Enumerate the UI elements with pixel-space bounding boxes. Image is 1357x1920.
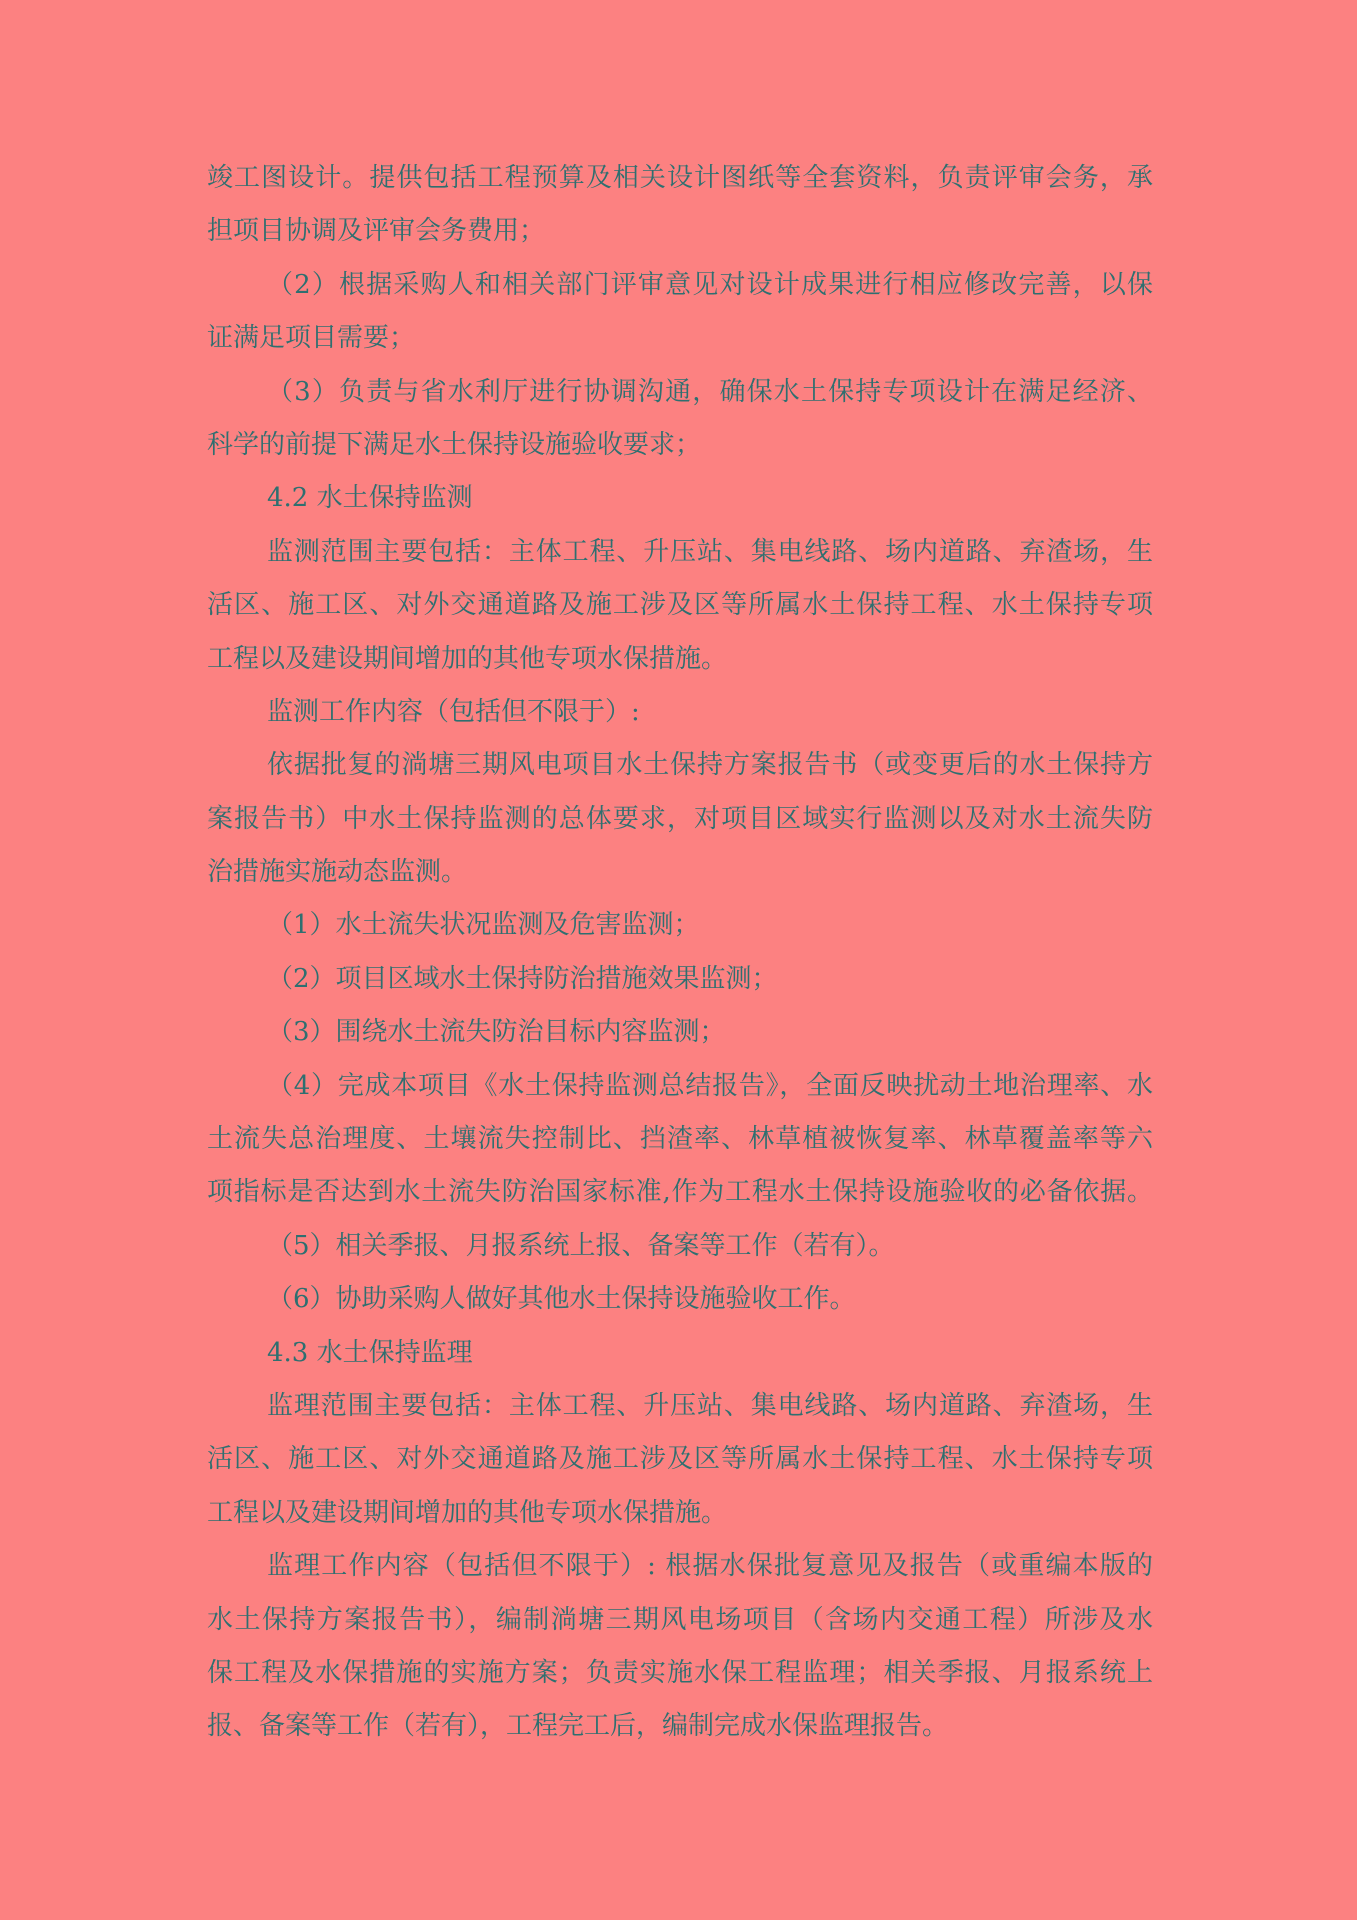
text-line: 活区、施工区、对外交通道路及施工涉及区等所属水土保持工程、水土保持专项 bbox=[207, 590, 1153, 621]
text-line: 报、备案等工作（若有），工程完工后，编制完成水保监理报告。 bbox=[207, 1711, 949, 1742]
text-line: （5）相关季报、月报系统上报、备案等工作（若有）。 bbox=[267, 1230, 895, 1261]
text-line: 证满足项目需要； bbox=[207, 323, 416, 354]
text-line: 监理工作内容（包括但不限于）: 根据水保批复意见及报告（或重编本版的 bbox=[267, 1551, 1153, 1582]
text-line: 竣工图设计。提供包括工程预算及相关设计图纸等全套资料，负责评审会务，承 bbox=[207, 163, 1153, 193]
text-line: 活区、施工区、对外交通道路及施工涉及区等所属水土保持工程、水土保持专项 bbox=[207, 1444, 1153, 1475]
text-line: 4.2 水土保持监测 bbox=[267, 483, 473, 514]
text-line: 土流失总治理度、土壤流失控制比、挡渣率、林草植被恢复率、林草覆盖率等六 bbox=[207, 1124, 1153, 1155]
text-line: 监测工作内容（包括但不限于）: bbox=[267, 696, 640, 727]
text-line: 工程以及建设期间增加的其他专项水保措施。 bbox=[207, 643, 728, 674]
text-line: 保工程及水保措施的实施方案；负责实施水保工程监理；相关季报、月报系统上 bbox=[207, 1657, 1153, 1688]
text-line: 案报告书）中水土保持监测的总体要求，对项目区域实行监测以及对水土流失防 bbox=[207, 803, 1153, 834]
text-line: 4.3 水土保持监理 bbox=[267, 1337, 473, 1368]
text-line: （2）根据采购人和相关部门评审意见对设计成果进行相应修改完善，以保 bbox=[267, 269, 1153, 300]
text-line: 工程以及建设期间增加的其他专项水保措施。 bbox=[207, 1497, 728, 1528]
text-line: 监测范围主要包括：主体工程、升压站、集电线路、场内道路、弃渣场，生 bbox=[267, 536, 1153, 567]
text-line: （3）负责与省水利厅进行协调沟通，确保水土保持专项设计在满足经济、 bbox=[267, 376, 1153, 407]
text-line: 治措施实施动态监测。 bbox=[207, 857, 468, 888]
text-line: 项指标是否达到水土流失防治国家标准,作为工程水土保持设施验收的必备依据。 bbox=[207, 1177, 1153, 1208]
document-text-block bbox=[207, 152, 1153, 1754]
text-line: 担项目协调及评审会务费用； bbox=[207, 216, 546, 247]
text-line: 科学的前提下满足水土保持设施验收要求； bbox=[207, 429, 702, 460]
text-line: （3）围绕水土流失防治目标内容监测； bbox=[267, 1017, 726, 1048]
text-line: 依据批复的淌塘三期风电项目水土保持方案报告书（或变更后的水土保持方 bbox=[267, 750, 1153, 781]
text-line: （2）项目区域水土保持防治措施效果监测； bbox=[267, 963, 778, 994]
text-line: 水土保持方案报告书），编制淌塘三期风电场项目（含场内交通工程）所涉及水 bbox=[207, 1604, 1153, 1635]
text-line: （4）完成本项目《水土保持监测总结报告》，全面反映扰动土地治理率、水 bbox=[267, 1070, 1153, 1101]
text-line: （6）协助采购人做好其他水土保持设施验收工作。 bbox=[267, 1284, 856, 1315]
text-line: 监理范围主要包括：主体工程、升压站、集电线路、场内道路、弃渣场，生 bbox=[267, 1390, 1153, 1421]
text-line: （1）水土流失状况监测及危害监测； bbox=[267, 910, 700, 941]
